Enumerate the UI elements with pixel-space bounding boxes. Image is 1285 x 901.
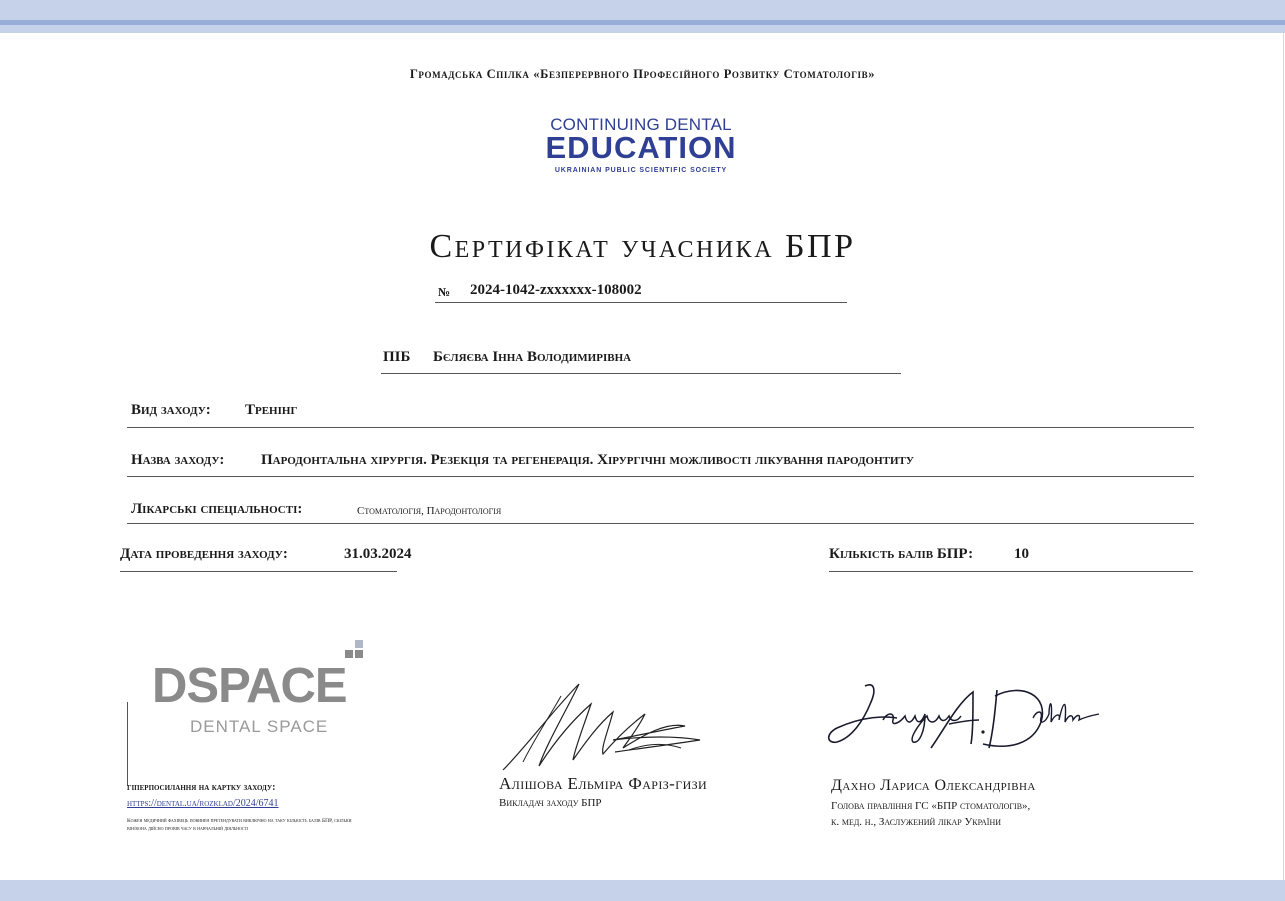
logo-pixel bbox=[355, 650, 363, 658]
bottom-band bbox=[0, 880, 1285, 901]
signatory2-role-line2: к. мед. н., Заслужений лікар України bbox=[831, 816, 1002, 828]
points-value: 10 bbox=[1014, 546, 1029, 562]
signatory2-name: Дахно Лариса Олександрівна bbox=[831, 777, 1036, 794]
event-name-value: Пародонтальна хірургія. Резекція та регенерація. Хірургічні можливості лікування пародонтиту bbox=[261, 452, 914, 468]
specialties-value: Стоматологія, Пародонтологія bbox=[357, 505, 502, 517]
certificate-title: Сертифікат учасника БПР bbox=[429, 228, 856, 265]
event-name-row bbox=[127, 449, 1194, 477]
top-band bbox=[0, 0, 1285, 20]
event-link-block bbox=[127, 782, 387, 833]
signatory1-name: Алішова Ельміра Фаріз-гизи bbox=[499, 774, 708, 793]
signature-dakhno bbox=[823, 672, 1103, 758]
logo-pixel bbox=[345, 650, 353, 658]
signatory1-role: Викладач заходу БПР bbox=[499, 797, 602, 809]
event-date-field bbox=[120, 546, 412, 572]
date-label: Дата проведення заходу: bbox=[120, 546, 288, 562]
logo-line1: CONTINUING DENTAL bbox=[550, 115, 732, 134]
event-type-value: Тренінг bbox=[245, 402, 298, 418]
points-label: Кількість балів БПР: bbox=[829, 546, 974, 562]
dspace-logo bbox=[152, 640, 367, 740]
top-band-light bbox=[0, 25, 1285, 33]
event-card-link[interactable]: https://dental.ua/rozklad/2024/6741 bbox=[127, 798, 279, 809]
signature-alishova bbox=[495, 678, 710, 778]
frame-right-border bbox=[1283, 33, 1284, 880]
date-value: 31.03.2024 bbox=[344, 546, 412, 562]
disclaimer-note: Кожен медичний фахівець повинен претендувати виключно на таку кількість балів БПР, скільки він/вона дійсно провів часу в навчальній діяльності bbox=[127, 818, 352, 832]
points-field bbox=[829, 546, 1193, 572]
participant-label: ПІБ bbox=[383, 349, 411, 365]
number-label: № bbox=[438, 285, 451, 299]
cde-logo bbox=[530, 116, 752, 174]
divider-line bbox=[127, 702, 128, 786]
specialties-label: Лікарські спеціальності: bbox=[131, 501, 303, 517]
specialties-row bbox=[127, 499, 1194, 524]
certificate-number: 2024-1042-zxxxxxx-108002 bbox=[470, 282, 642, 298]
certificate-number-field bbox=[435, 282, 847, 303]
logo-line3: UKRAINIAN PUBLIC SCIENTIFIC SOCIETY bbox=[554, 167, 728, 174]
event-type-row bbox=[127, 399, 1194, 428]
link-label: гіперпосилання на картку заходу: bbox=[127, 782, 276, 793]
participant-name: Бєляєва Інна Володимирівна bbox=[433, 349, 632, 365]
dspace-subtitle: DENTAL SPACE bbox=[190, 717, 329, 736]
event-type-label: Вид заходу: bbox=[131, 402, 211, 418]
signatory2-role-line1: Голова правління ГС «БПР стоматологів», bbox=[831, 800, 1031, 812]
logo-pixel bbox=[355, 640, 363, 648]
logo-line2: EDUCATION bbox=[545, 130, 737, 165]
organization-name: Громадська Спілка «Безперервного Професійного Розвитку Стоматологів» bbox=[409, 67, 876, 81]
participant-field bbox=[381, 348, 901, 374]
event-name-label: Назва заходу: bbox=[131, 452, 225, 468]
dspace-wordmark: DSPACE bbox=[152, 659, 347, 713]
